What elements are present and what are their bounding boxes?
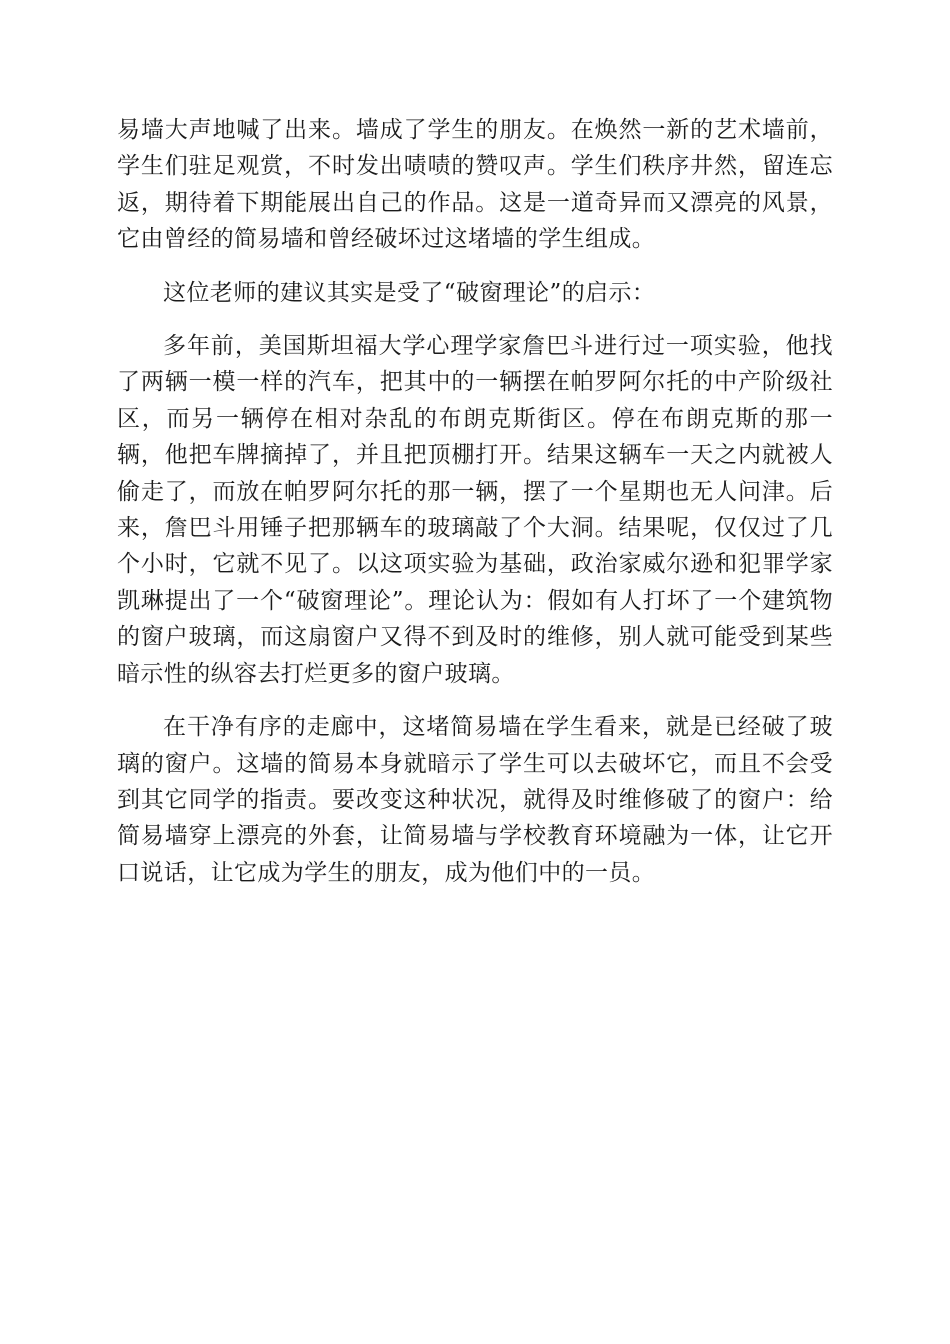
paragraph-conclusion: 在干净有序的走廊中，这堵简易墙在学生看来，就是已经破了玻璃的窗户。这墙的简易本身就暗示了学生可以去破坏它，而且不会受到其它同学的指责。要改变这种状况，就得及时维修破了的窗户：给简易墙穿上漂亮的外套，让简易墙与学校教育环境融为一体，让它开口说话，让它成为学生的朋友，成为他们中的一员。 (117, 714, 833, 886)
paragraph-broken-window-intro: 这位老师的建议其实是受了“破窗理论”的启示： (163, 279, 656, 306)
body-text (117, 112, 833, 908)
paragraph-experiment: 多年前，美国斯坦福大学心理学家詹巴斗进行过一项实验，他找了两辆一模一样的汽车，把其中的一辆摆在帕罗阿尔托的中产阶级社区，而另一辆停在相对杂乱的布朗克斯街区。停在布朗克斯的那一辆，他把车牌摘掉了，并且把顶棚打开。结果这辆车一天之内就被人偷走了，而放在帕罗阿尔托的那一辆，摆了一个星期也无人问津。后来，詹巴斗用锤子把那辆车的玻璃敲了个大洞。结果呢，仅仅过了几个小时，它就不见了。以这项实验为基础，政治家威尔逊和犯罪学家凯琳提出了一个“破窗理论”。理论认为：假如有人打坏了一个建筑物的窗户玻璃，而这扇窗户又得不到及时的维修，别人就可能受到某些暗示性的纵容去打烂更多的窗户玻璃。 (117, 333, 833, 687)
paragraph-continuation: 易墙大声地喊了出来。墙成了学生的朋友。在焕然一新的艺术墙前，学生们驻足观赏，不时发出啧啧的赞叹声。学生们秩序井然，留连忘返，期待着下期能展出自己的作品。这是一道奇异而又漂亮的风景，它由曾经的简易墙和曾经破坏过这堵墙的学生组成。 (117, 117, 833, 253)
